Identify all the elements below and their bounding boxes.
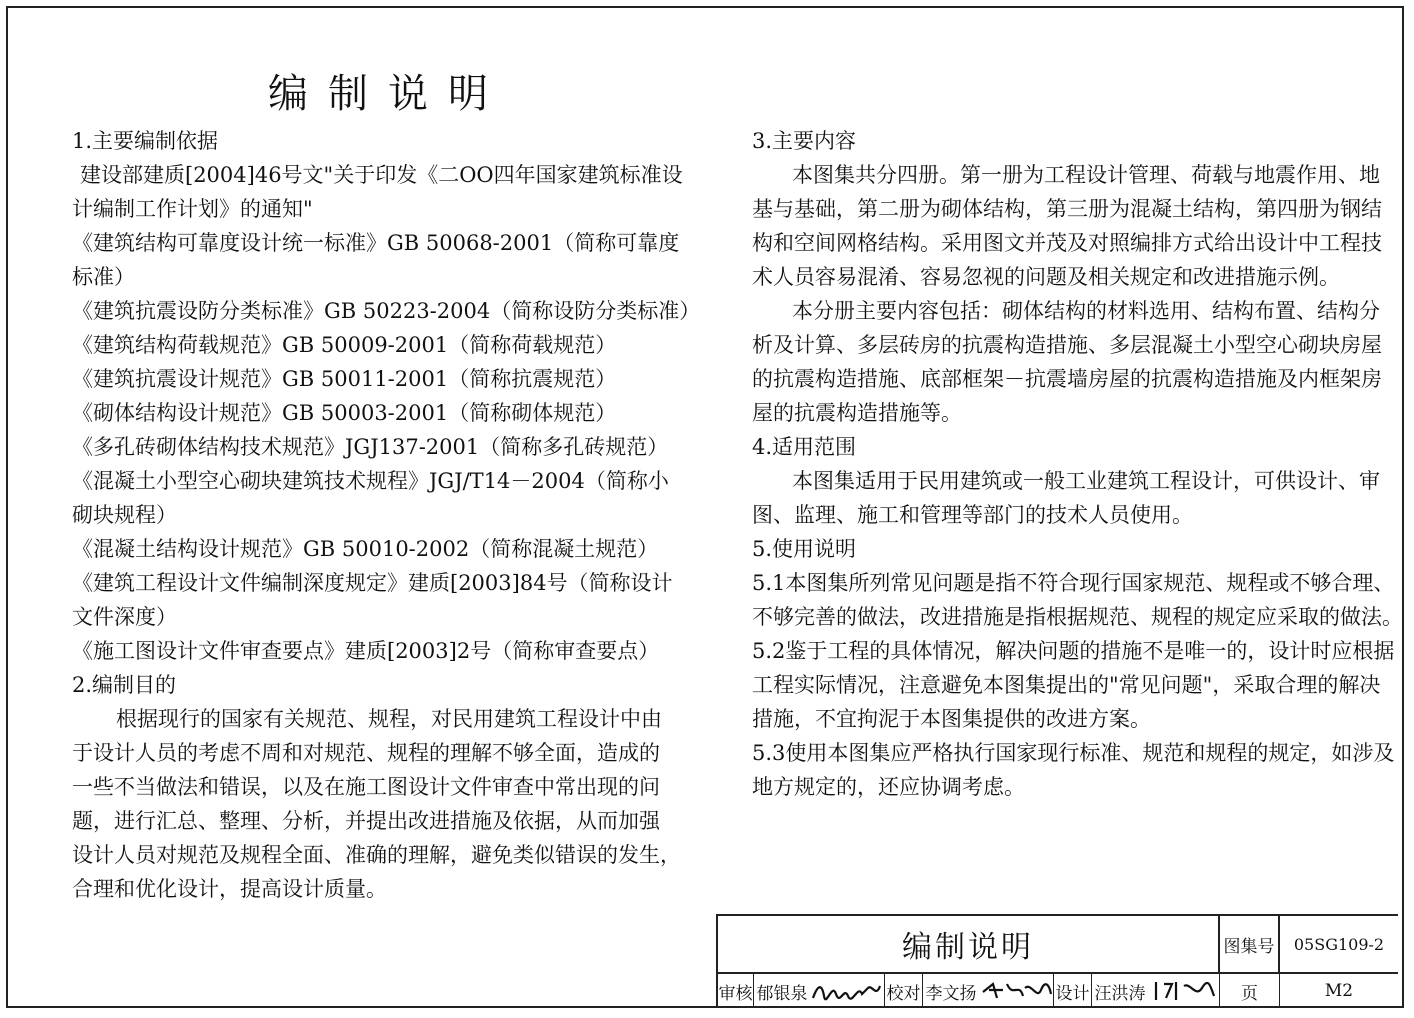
text-line: 术人员容易混淆、容易忽视的问题及相关规定和改进措施示例。 <box>752 265 1340 289</box>
page-number: M2 <box>1324 981 1354 1001</box>
text-line: 5.3使用本图集应严格执行国家现行标准、规范和规程的规定，如涉及 <box>752 741 1395 765</box>
text-line: 《建筑抗震设防分类标准》GB 50223-2004（简称设防分类标准） <box>72 299 701 323</box>
title-block <box>716 914 1398 1008</box>
text-line: 《多孔砖砌体结构技术规范》JGJ137-2001（简称多孔砖规范） <box>72 435 669 459</box>
title-block-signature-row <box>718 974 1398 1008</box>
text-line: 析及计算、多层砖房的抗震构造措施、多层混凝土小型空心砌块房屋 <box>752 333 1382 357</box>
atlas-number: 05SG109-2 <box>1293 934 1385 954</box>
atlas-number-label: 图集号 <box>1220 916 1280 972</box>
text-line: 本图集共分四册。第一册为工程设计管理、荷载与地震作用、地 <box>792 163 1380 187</box>
text-line: 5.1本图集所列常见问题是指不符合现行国家规范、规程或不够合理、 <box>752 571 1395 595</box>
text-line: 5.2鉴于工程的具体情况，解决问题的措施不是唯一的，设计时应根据 <box>752 639 1395 663</box>
checker-signature <box>979 978 1053 1004</box>
designer-signature <box>1150 978 1220 1004</box>
page-label: 页 <box>1220 974 1280 1008</box>
text-line: 设计人员对规范及规程全面、准确的理解，避免类似错误的发生， <box>72 843 681 867</box>
text-line: 措施，不宜拘泥于本图集提供的改进方案。 <box>752 707 1151 731</box>
text-line: 《建筑工程设计文件编制深度规定》建质[2003]84号（简称设计 <box>72 571 673 595</box>
text-line: 题，进行汇总、整理、分析，并提出改进措施及依据，从而加强 <box>72 809 660 833</box>
section-heading: 2.编制目的 <box>72 673 177 697</box>
text-line: 合理和优化设计，提高设计质量。 <box>72 877 387 901</box>
title-block-title: 编制说明 <box>718 916 1220 972</box>
section-heading: 1.主要编制依据 <box>72 129 219 153</box>
text-line: 根据现行的国家有关规范、规程，对民用建筑工程设计中由 <box>116 707 662 731</box>
text-line: 一些不当做法和错误，以及在施工图设计文件审查中常出现的问 <box>72 775 660 799</box>
text-line: 基与基础，第二册为砌体结构，第三册为混凝土结构，第四册为钢结 <box>752 197 1382 221</box>
text-line: 《建筑结构可靠度设计统一标准》GB 50068-2001（简称可靠度 <box>72 231 680 255</box>
text-line: 建设部建质[2004]46号文"关于印发《二OO四年国家建筑标准设 <box>80 163 683 187</box>
text-line: 文件深度） <box>72 605 177 629</box>
review-label: 审核 <box>718 974 754 1008</box>
text-line: 不够完善的做法，改进措施是指根据规范、规程的规定应采取的做法。 <box>752 605 1403 629</box>
text-line: 地方规定的，还应协调考虑。 <box>752 775 1025 799</box>
reviewer-name: 郁银泉 <box>756 983 808 1004</box>
text-line: 《建筑抗震设计规范》GB 50011-2001（简称抗震规范） <box>72 367 617 391</box>
left-column <box>72 124 701 906</box>
text-line: 砌块规程） <box>72 503 177 527</box>
text-line: 本分册主要内容包括：砌体结构的材料选用、结构布置、结构分 <box>792 299 1380 323</box>
text-line: 《混凝土结构设计规范》GB 50010-2002（简称混凝土规范） <box>72 537 659 561</box>
text-line: 屋的抗震构造措施等。 <box>752 401 962 425</box>
text-line: 计编制工作计划》的通知" <box>72 197 313 221</box>
text-line: 《混凝土小型空心砌块建筑技术规程》JGJ/T14－2004（简称小 <box>72 469 669 493</box>
text-line: 于设计人员的考虑不周和对规范、规程的理解不够全面，造成的 <box>72 741 660 765</box>
text-line: 的抗震构造措施、底部框架－抗震墙房屋的抗震构造措施及内框架房 <box>752 367 1382 391</box>
text-line: 本图集适用于民用建筑或一般工业建筑工程设计，可供设计、审 <box>792 469 1380 493</box>
text-line: 构和空间网格结构。采用图文并茂及对照编排方式给出设计中工程技 <box>752 231 1382 255</box>
section-heading: 5.使用说明 <box>752 537 857 561</box>
text-line: 图、监理、施工和管理等部门的技术人员使用。 <box>752 503 1193 527</box>
page-title: 编制说明 <box>268 71 508 117</box>
reviewer-signature <box>810 978 884 1004</box>
right-column <box>752 124 1403 804</box>
title-block-top-row <box>718 916 1398 974</box>
text-line: 标准） <box>72 265 135 289</box>
text-line: 《建筑结构荷载规范》GB 50009-2001（简称荷载规范） <box>72 333 617 357</box>
designer-name: 汪洪涛 <box>1094 983 1146 1004</box>
text-line: 《施工图设计文件审查要点》建质[2003]2号（简称审查要点） <box>72 639 660 663</box>
check-label: 校对 <box>885 974 923 1008</box>
text-line: 《砌体结构设计规范》GB 50003-2001（简称砌体规范） <box>72 401 617 425</box>
section-heading: 3.主要内容 <box>752 129 857 153</box>
section-heading: 4.适用范围 <box>752 435 857 459</box>
text-line: 工程实际情况，注意避免本图集提出的"常见问题"，采取合理的解决 <box>752 673 1381 697</box>
checker-name: 李文扬 <box>925 983 977 1004</box>
design-label: 设计 <box>1054 974 1092 1008</box>
